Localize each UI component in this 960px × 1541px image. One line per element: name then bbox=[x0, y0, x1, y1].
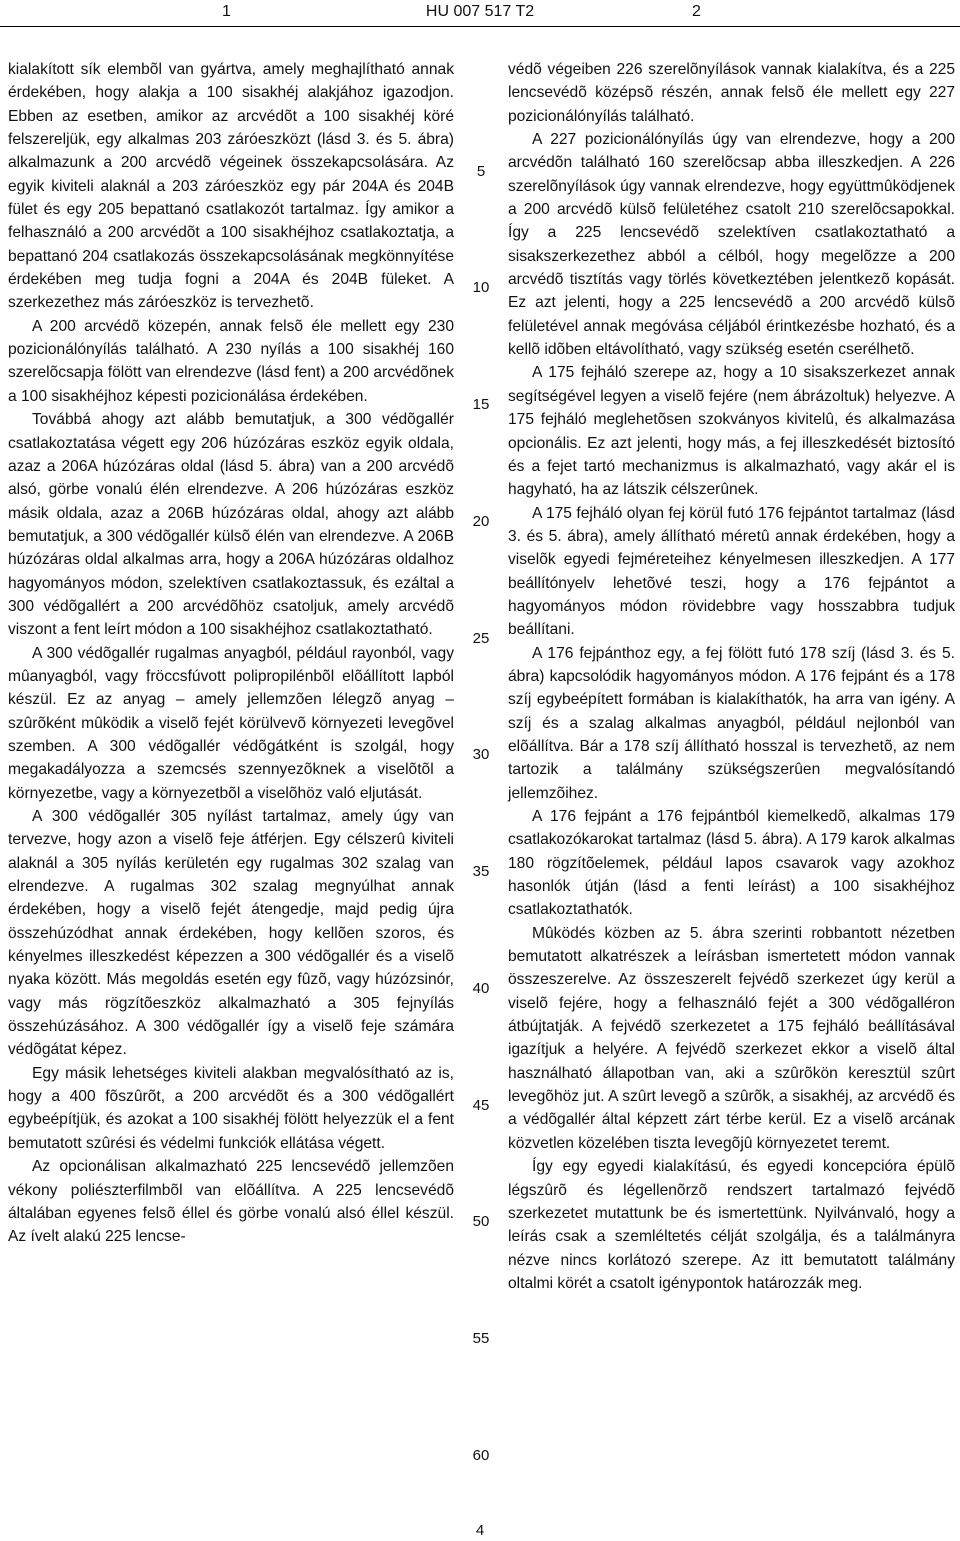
paragraph: Így egy egyedi kialakítású, és egyedi koncepcióra épülõ légszûrõ és légellenõrzõ rendszert tartalmazó fejvédõ szerkezetet mutattunk be és ismertettünk. Nyilvánvaló, hogy a leírás csak a szemléltetés célját szolgálja, és a találmányra nézve nincs korlátozó szerepe. Az itt bemutatott találmány oltalmi körét a csatolt igénypontok határozzák meg. bbox=[508, 1158, 955, 1292]
paragraph: A 175 fejháló olyan fej körül futó 176 fejpántot tartalmaz (lásd 3. és 5. ábra), amely állítható méretû annak érdekében, hogy a viselõk egyedi fejméreteihez kényelmesen illeszkedjen. A 177 beállítónyelv lehetõvé teszi, hogy a 176 fejpántot a hagyományos módon rövidebbre vagy hosszabbra tudjuk beállítani. bbox=[508, 504, 955, 639]
line-number: 60 bbox=[472, 1447, 490, 1464]
paragraph: Mûködés közben az 5. ábra szerinti robbantott nézetben bemutatott alkatrészek a leírásban ismertetett módon vannak összeszerelve. Az összeszerelt fejvédõ szerkezet úgy kerül a viselõ fejére, hogy a felhasználó fejét a 300 védõgalléron átbújtatják. A fejvédõ szerkezetet a 175 fejháló beállításával igazítjuk a helyére. A fejvédõ szerkezet ekkor a viselõ által használható állapotban van, aki a szûrõkön keresztül szûrt levegõhöz jut. A szûrt levegõ a szûrõk, a sisakhéj, az arcvédõ és a védõgallér által képzett zárt térbe kerül. Ez a viselõ arcának közvetlen közelében tiszta levegõjû környezetet teremt. bbox=[508, 924, 955, 1152]
paragraph: A 300 védõgallér 305 nyílást tartalmaz, amely úgy van tervezve, hogy azon a viselõ feje átférjen. Egy célszerû kiviteli alaknál a 305 nyílás kerületén egy rugalmas 302 szalag van elrendezve. A rugalmas 302 szalag megnyúlhat annak érdekében, hogy a viselõ fejét átengedje, majd pedig újra összehúzódhat annak érdekében, hogy kellõen szoros, és kényelmes illeszkedést képezzen a 300 védõgallér és a viselõ nyaka között. Más megoldás esetén egy fûzõ, vagy húzózsinór, vagy más rögzítõeszköz alkalmazható a 305 fejnyílás összehúzásához. A 300 védõgallér így a viselõ feje számára védõgátat képez. bbox=[8, 808, 454, 1059]
paragraph: A 200 arcvédõ közepén, annak felsõ éle mellett egy 230 pozicionálónyílás található. A 230 nyílás a 100 sisakhéj 160 szerelõcsapja fölött van elrendezve (lásd fent) a 200 arcvédõnek a 100 sisakhéjhoz képesti pozicionálása érdekében. bbox=[8, 317, 454, 405]
line-number: 50 bbox=[472, 1213, 490, 1230]
header-rule bbox=[0, 26, 960, 27]
paragraph: Továbbá ahogy azt alább bemutatjuk, a 300 védõgallér csatlakoztatása végett egy 206 húzózáras eszköz egyik oldala, azaz a 206A húzózáras oldal (lásd 5. ábra) van a 200 arcvédõ alsó, görbe vonalú élén elrendezve. A 206 húzózáras eszköz másik oldala, azaz a 206B húzózáras oldal, ahogy azt alább bemutatjuk, a 300 védõgallér külsõ élén van elrendezve. A 206B húzózáras oldal alkalmas arra, hogy a 206A húzózáras oldalhoz hagyományos módon, szelektíven csatlakoztassuk, és ezáltal a 300 védõgallért a 200 arcvédõhöz csatoljuk, amely arcvédõ viszont a fent leírt módon a 100 sisakhéjhoz csatlakoztatható. bbox=[8, 411, 454, 639]
line-number: 5 bbox=[476, 163, 486, 180]
line-number: 45 bbox=[472, 1097, 490, 1114]
paragraph: A 176 fejpánt a 176 fejpántból kiemelkedõ, alkalmas 179 csatlakozókarokat tartalmaz (lásd 5. ábra). A 179 karok alkalmas 180 rögzítõelemek, például lapos csavarok vagy azokhoz hasonlók útján (lásd a fenti leírást) a 100 sisakhéjhoz csatlakoztathatók. bbox=[508, 808, 955, 919]
document-id: HU 007 517 T2 bbox=[425, 3, 535, 20]
page-header bbox=[0, 3, 960, 27]
left-text-column bbox=[8, 58, 454, 1249]
paragraph: A 300 védõgallér rugalmas anyagból, például rayonból, vagy mûanyagból, vagy fröccsfúvott polipropilénbõl elõállított lapból készül. Ez az anyag – amely jellemzõen lélegzõ anyag – szûrõként mûködik a viselõ fejét körülvevõ környezeti levegõvel szemben. A 300 védõgallér védõgátként is szolgál, hogy megakadályozza a szemcsés szennyezõknek a viselõtõl a környezetbe, vagy a környezetbõl a viselõhöz való eljutását. bbox=[8, 644, 454, 802]
line-number: 55 bbox=[472, 1330, 490, 1347]
page-footer-number: 4 bbox=[475, 1522, 485, 1539]
left-column-page-number: 1 bbox=[222, 3, 231, 20]
line-number: 20 bbox=[472, 513, 490, 530]
paragraph: védõ végeiben 226 szerelõnyílások vannak kialakítva, és a 225 lencsevédõ középsõ részén, annak felsõ éle mellett egy 227 pozicionálónyílás található. bbox=[508, 61, 955, 125]
paragraph: kialakított sík elembõl van gyártva, amely meghajlítható annak érdekében, hogy alakja a 100 sisakhéj alakjához igazodjon. Ebben az esetben, amikor az arcvédõt a 100 sisakhéj köré felszereljük, egy alkalmas 203 záróeszközt (lásd 3. és 5. ábra) alkalmazunk a 200 arcvédõ végeinek összekapcsolására. Az egyik kiviteli alaknál a 203 záróeszköz egy pár 204A és 204B fület és egy 205 bepattanó csatlakozót tartalmaz. Így amikor a felhasználó a 200 arcvédõt a 100 sisakhéjhoz csatlakoztatja, a bepattanó 204 csatlakozás összekapcsolásának megkönnyítése érdekében meg tudja fogni a 204A és 204B füleket. A szerkezethez más záróeszköz is tervezhetõ. bbox=[8, 61, 454, 312]
paragraph: A 175 fejháló szerepe az, hogy a 10 sisakszerkezet annak segítségével legyen a viselõ fejére (nem ábrázoltuk) helyezve. A 175 fejháló meglehetõsen szokványos kivitelû, és alkalmazása opcionális. Ez azt jelenti, hogy más, a fej illeszkedését biztosító és a fejet tartó mechanizmus is alkalmazható, vagy akár el is hagyható, ha az látszik célszerûnek. bbox=[508, 364, 955, 499]
line-number: 40 bbox=[472, 980, 490, 997]
paragraph: A 176 fejpánthoz egy, a fej fölött futó 178 szíj (lásd 3. és 5. ábra) kapcsolódik hagyományos módon. A 176 fejpánt és a 178 szíj egybeépített formában is kialakíthatók, ha arra van igény. A szíj és a szalag alkalmas anyagból, például nejlonból van elõállítva. Bár a 178 szíj állítható hosszal is tervezhetõ, az nem tartozik a találmány szükségszerûen megvalósítandó jellemzõihez. bbox=[508, 644, 955, 802]
paragraph: Az opcionálisan alkalmazható 225 lencsevédõ jellemzõen vékony poliészterfilmbõl van elõállítva. A 225 lencsevédõ általában egyenes felsõ éllel és görbe vonalú alsó éllel készül. Az ívelt alakú 225 lencse- bbox=[8, 1158, 454, 1246]
line-number: 10 bbox=[472, 279, 490, 296]
paragraph: A 227 pozicionálónyílás úgy van elrendezve, hogy a 200 arcvédõn található 160 szerelõcsap abba illeszkedjen. A 226 szerelõnyílások úgy vannak elrendezve, hogy együttmûködjenek a 200 arcvédõ külsõ felületéhez csatolt 210 szerelõcsapokkal. Így a 225 lencsevédõ szelektíven csatlakoztatható a sisakszerkezethez abból a célból, hogy megelõzze a 200 arcvédõ tisztítás vagy törlés következtében jelentkezõ kopását. Ez azt jelenti, hogy a 225 lencsevédõ a 200 arcvédõ külsõ felületével annak megóvása céljából érintkezésbe hozható, és a kellõ idõben eltávolítható, vagy szükség esetén cserélhetõ. bbox=[508, 131, 955, 359]
right-text-column bbox=[508, 58, 955, 1295]
line-number: 30 bbox=[472, 746, 490, 763]
paragraph: Egy másik lehetséges kiviteli alakban megvalósítható az is, hogy a 400 fõszûrõt, a 200 arcvédõt és a 300 védõgallért egybeépítjük, és azokat a 100 sisakhéj fölött helyezzük el a fent bemutatott szûrési és védelmi funkciók ellátása végett. bbox=[8, 1064, 454, 1152]
right-column-page-number: 2 bbox=[692, 3, 701, 20]
line-number: 35 bbox=[472, 863, 490, 880]
line-number: 15 bbox=[472, 396, 490, 413]
line-number: 25 bbox=[472, 630, 490, 647]
